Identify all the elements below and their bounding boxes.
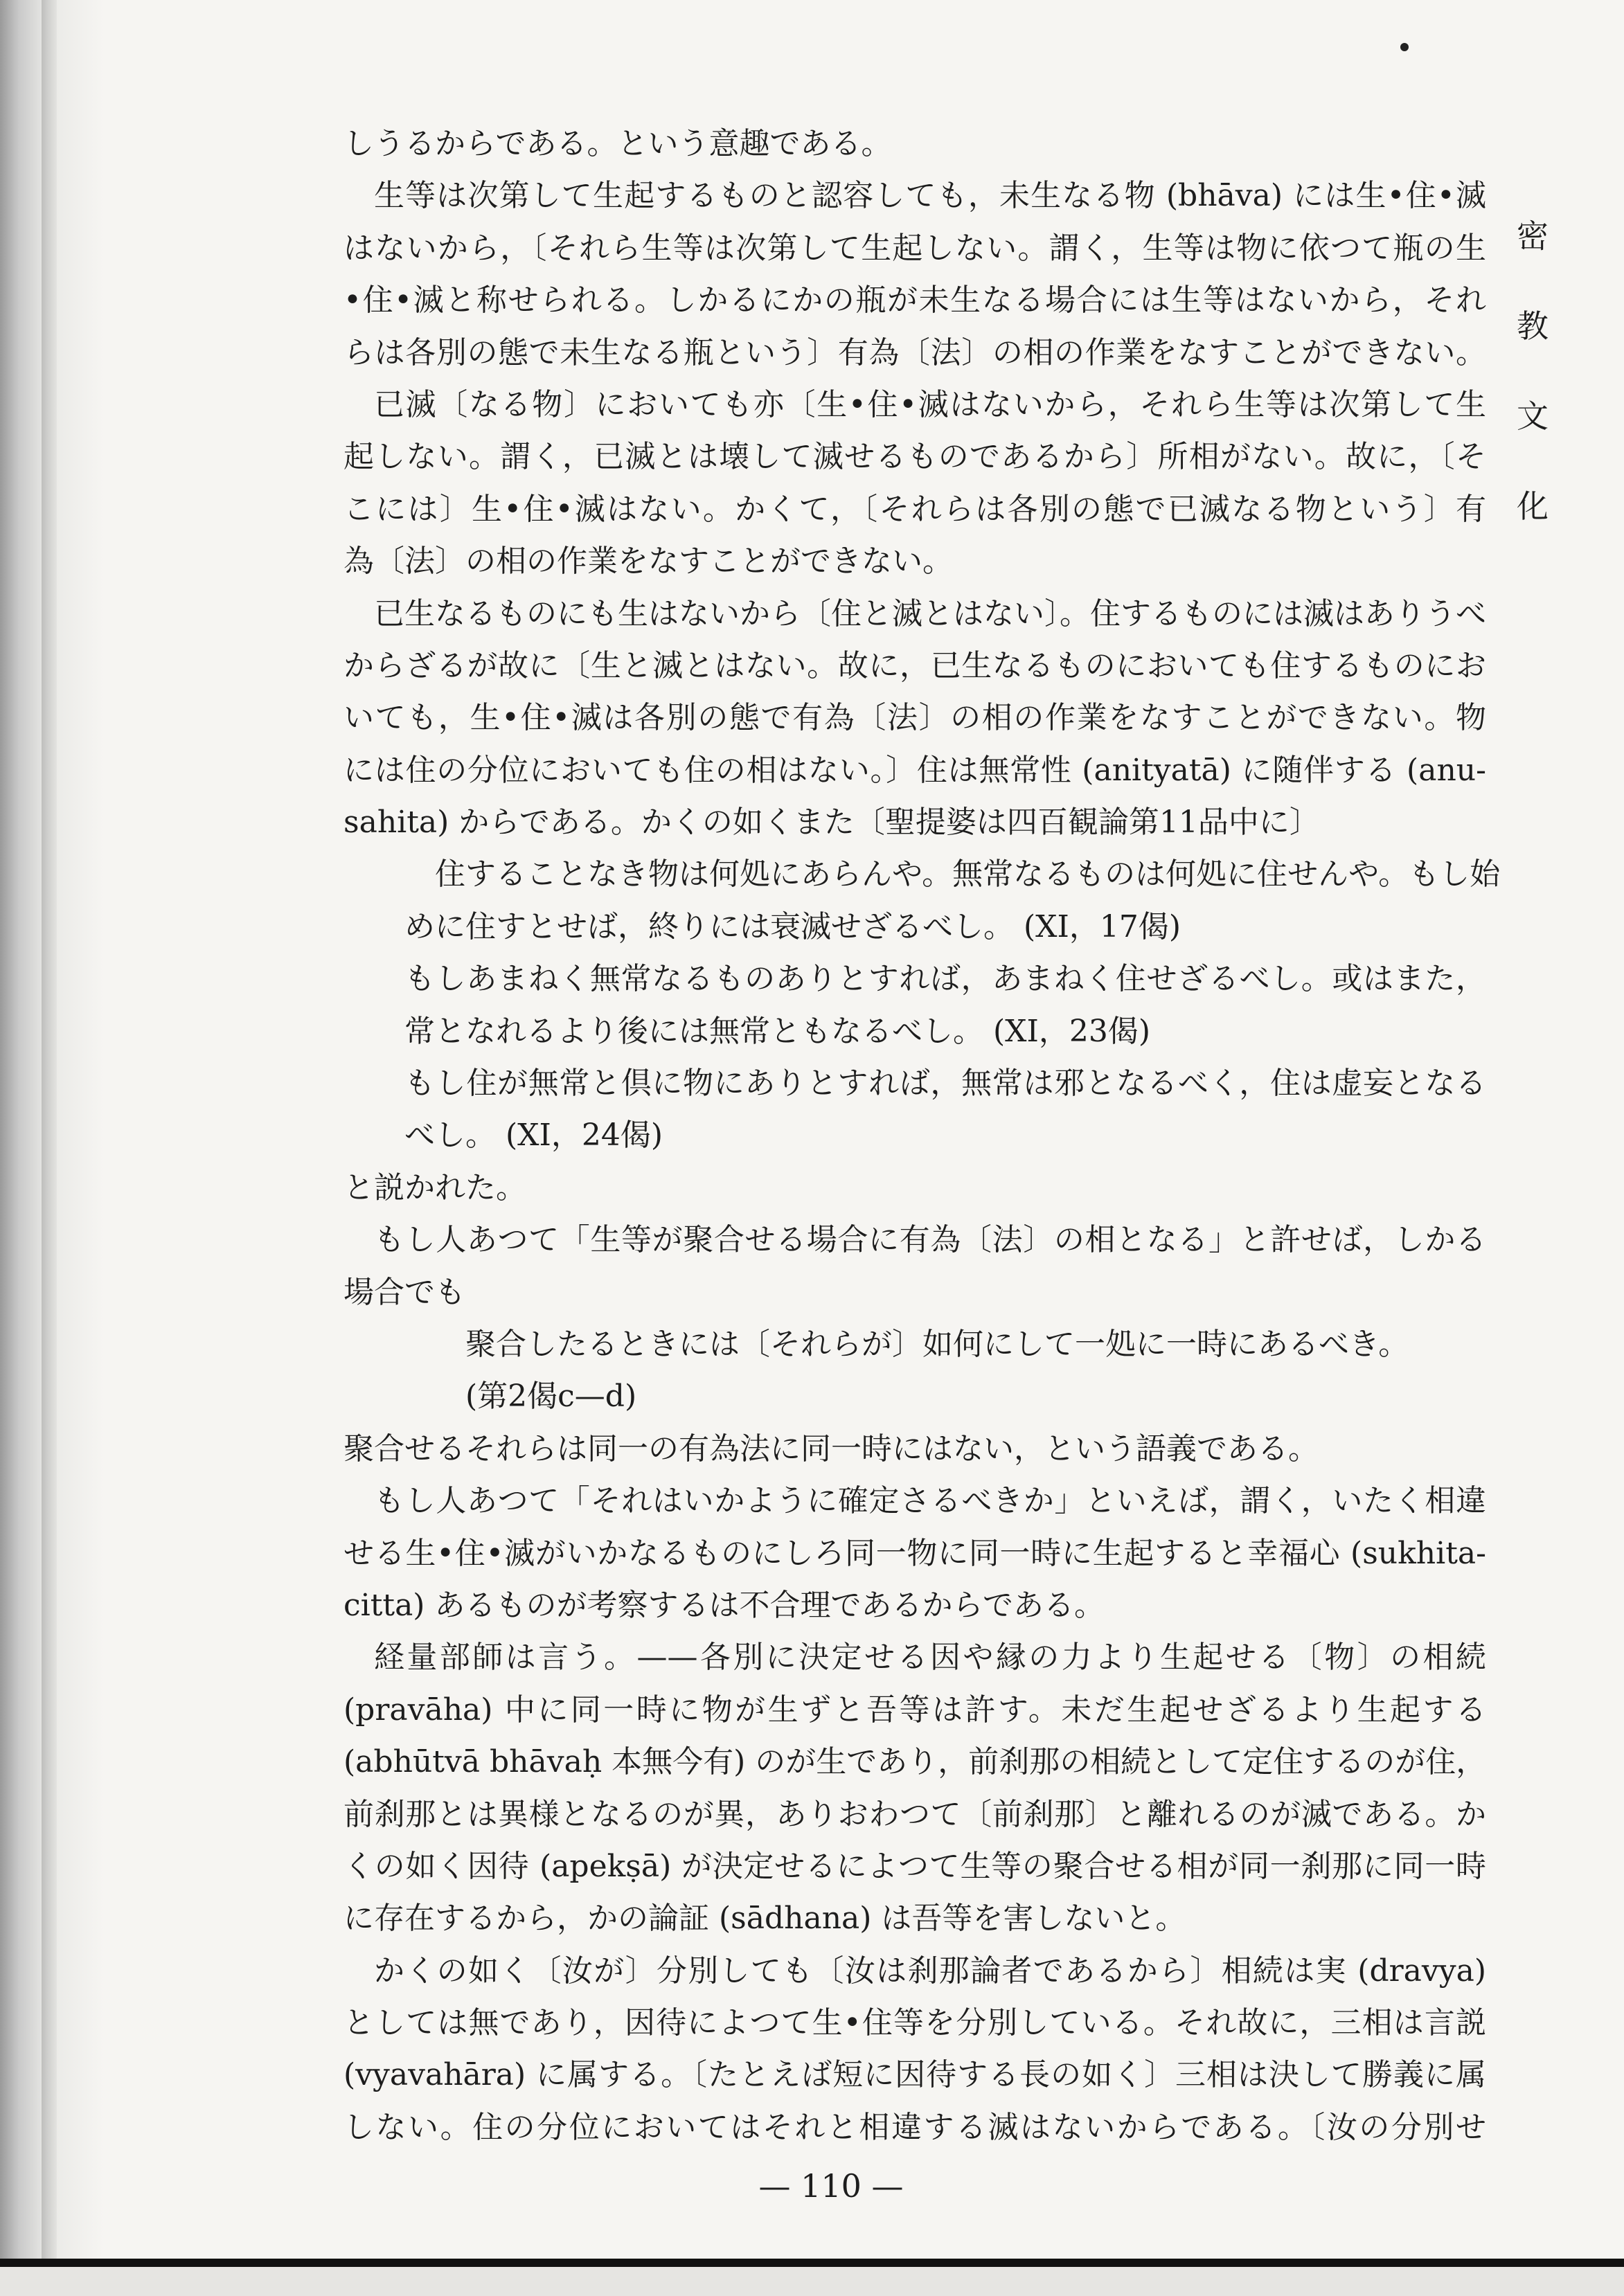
text-line: に存在するから，かの論証 (sādhana) は吾等を害しないと。 <box>343 1901 1186 1937</box>
text-line: からざるが故に〔生と滅とはない。故に，已生なるものにおいても住するものにお <box>343 647 1486 683</box>
running-head-vertical <box>1508 217 1557 580</box>
text-line: 前刹那とは異様となるのが異，ありおわつて〔前刹那〕と離れるのが滅である。か <box>343 1796 1486 1832</box>
text-line: 已生なるものにも生はないから〔住と滅とはない〕。住するものには滅はありうべ <box>374 595 1486 631</box>
text-line: sahita) からである。かくの如くまた〔聖提婆は四百観論第11品中に〕 <box>343 805 1320 841</box>
text-line: いても，生•住•滅は各別の態で有為〔法〕の相の作業をなすことができない。物 <box>343 700 1486 736</box>
text-line: と説かれた。 <box>343 1169 526 1205</box>
quote-line: 住することなき物は何処にあらんや。無常なるものは何処に住せんや。もし始 <box>435 856 1501 893</box>
quote-line: 常となれるより後には無常ともなるべし。 (XI，23偈) <box>404 1013 1151 1049</box>
running-head-char: 化 <box>1517 487 1549 525</box>
verse-reference: (第2偈c—d) <box>465 1379 637 1415</box>
quote-line: 聚合したるときには〔それらが〕如何にして一処に一時にあるべき。 <box>465 1326 1409 1362</box>
text-line: (vyavahāra) に属する。〔たとえば短に因待する長の如く〕三相は決して勝義に属 <box>343 2057 1486 2093</box>
text-line: 経量部師は言う。——各別に決定せる因や縁の力より生起せる〔物〕の相続 <box>374 1640 1486 1676</box>
text-line: しない。住の分位においてはそれと相違する滅はないからである。〔汝の分別せ <box>343 2109 1486 2145</box>
quote-line: もしあまねく無常なるものありとすれば，あまねく住せざるべし。或はまた， <box>404 961 1486 997</box>
binding-streak <box>42 0 57 2296</box>
scan-speck <box>1400 43 1409 51</box>
text-line: 為〔法〕の相の作業をなすことができない。 <box>343 544 953 580</box>
text-line: くの如く因待 (apekṣā) が決定せるによつて生等の聚合せる相が同一刹那に同一時 <box>343 1848 1486 1884</box>
text-line: には住の分位においても住の相はない。〕住は無常性 (anityatā) に随伴する (anu- <box>343 752 1486 788</box>
text-line: 生等は次第して生起するものと認容しても，未生なる物 (bhāva) には生•住•滅 <box>374 178 1486 214</box>
text-line: しうるからである。という意趣である。 <box>343 126 892 161</box>
text-line: (abhūtvā bhāvaḥ 本無今有) のが生であり，前刹那の相続として定住するのが住， <box>343 1744 1487 1780</box>
page-number: — 110 — <box>758 2167 904 2205</box>
text-line: かくの如く〔汝が〕分別しても〔汝は刹那論者であるから〕相続は実 (dravya) <box>374 1953 1486 1989</box>
running-head-char: 文 <box>1517 397 1549 435</box>
text-line: (pravāha) 中に同一時に物が生ずと吾等は許す。未だ生起せざるより生起する <box>343 1692 1486 1728</box>
text-line: •住•滅と称せられる。しかるにかの瓶が未生なる場合には生等はないから，それ <box>343 282 1486 319</box>
text-line: せる生•住•滅がいかなるものにしろ同一物に同一時に生起すると幸福心 (sukhita- <box>343 1535 1486 1571</box>
text-line: 聚合せるそれらは同一の有為法に同一時にはない，という語義である。 <box>343 1430 1319 1467</box>
text-line: 起しない。謂く，已滅とは壊して滅せるものであるから〕所相がない。故に，〔そ <box>343 439 1486 475</box>
text-line: もし人あつて「生等が聚合せる場合に有為〔法〕の相となる」と許せば，しかる <box>374 1222 1486 1258</box>
text-line: はないから，〔それら生等は次第して生起しない。謂く，生等は物に依つて瓶の生 <box>343 230 1486 266</box>
bottom-scan-margin <box>0 2267 1624 2296</box>
text-line: もし人あつて「それはいかように確定さるべきか」といえば，謂く，いたく相違 <box>374 1483 1486 1519</box>
running-head-char: 密 <box>1517 217 1549 255</box>
running-head-char: 教 <box>1517 307 1549 345</box>
text-line: citta) あるものが考察するは不合理であるからである。 <box>343 1587 1105 1623</box>
quote-line: べし。 (XI，24偈) <box>404 1118 663 1154</box>
quote-line: めに住すとせば，終りには衰滅せざるべし。 (XI，17偈) <box>404 908 1181 944</box>
text-line: としては無であり，因待によつて生•住等を分別している。それ故に，三相は言説 <box>343 2005 1486 2041</box>
text-line: こには〕生•住•滅はない。かくて，〔それらは各別の態で已滅なる物という〕有 <box>343 491 1486 527</box>
text-line: 已滅〔なる物〕においても亦〔生•住•滅はないから，それら生等は次第して生 <box>374 386 1486 422</box>
text-line: らは各別の態で未生なる瓶という〕有為〔法〕の相の作業をなすことができない。 <box>343 334 1486 370</box>
text-line: 場合でも <box>343 1274 465 1310</box>
quote-line: もし住が無常と倶に物にありとすれば，無常は邪となるべく，住は虚妄となる <box>404 1066 1486 1102</box>
bottom-edge-line <box>0 2259 1624 2267</box>
body-text <box>343 118 1501 2153</box>
